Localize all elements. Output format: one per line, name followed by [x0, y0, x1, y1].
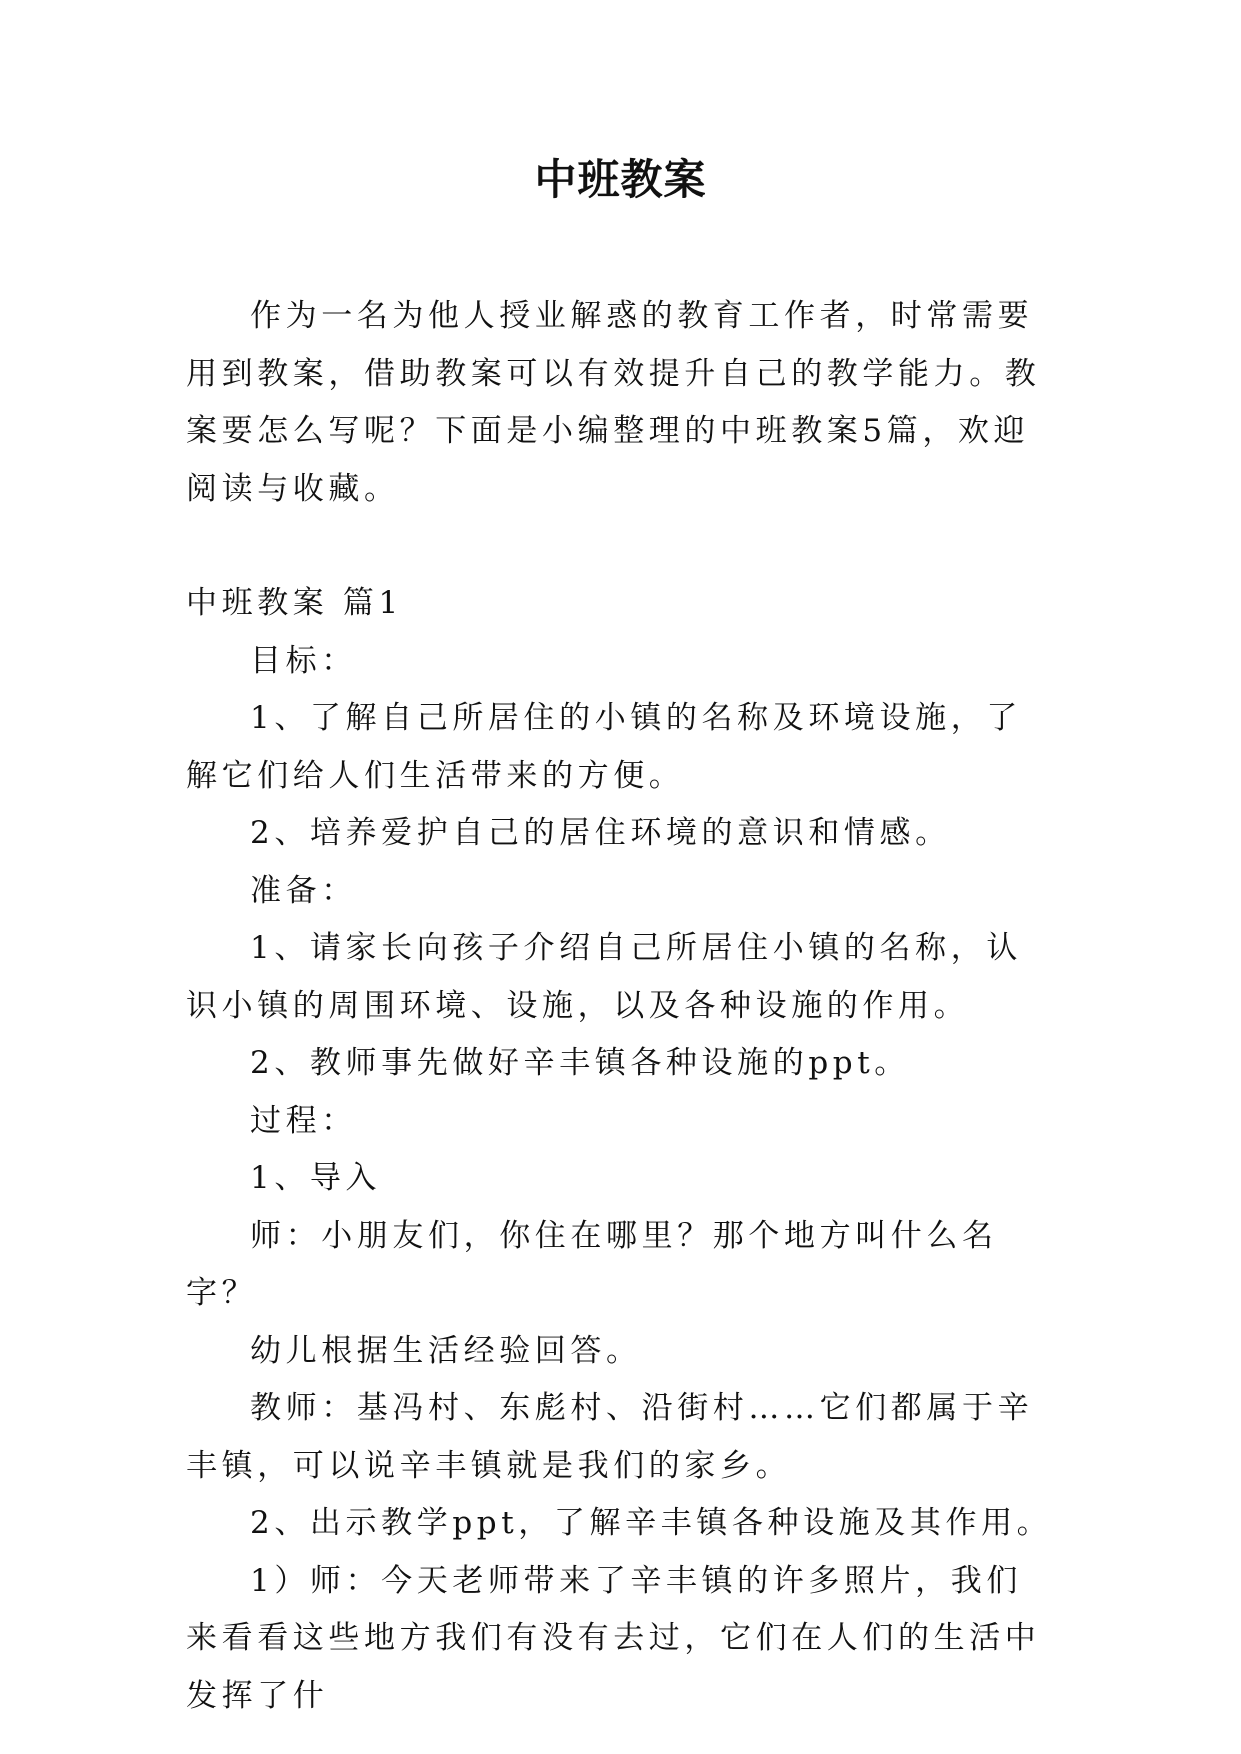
document-body	[186, 288, 1056, 1725]
body-paragraph: 1）师：今天老师带来了辛丰镇的许多照片，我们来看看这些地方我们有没有去过，它们在人们的生活中发挥了什	[186, 1562, 1041, 1714]
body-paragraph: 过程：	[250, 1102, 357, 1139]
body-paragraph: 师：小朋友们，你住在哪里？那个地方叫什么名字？	[186, 1217, 998, 1311]
body-paragraph: 准备：	[250, 872, 357, 909]
body-paragraph: 2、出示教学ppt，了解辛丰镇各种设施及其作用。	[250, 1505, 1053, 1541]
document-title: 中班教案	[534, 155, 707, 204]
body-paragraph: 目标：	[250, 642, 357, 679]
body-paragraph: 1、了解自己所居住的小镇的名称及环境设施，了解它们给人们生活带来的方便。	[186, 700, 1022, 794]
body-paragraph: 幼儿根据生活经验回答。	[250, 1332, 642, 1369]
body-paragraph: 教师：基冯村、东彪村、沿街村……它们都属于辛丰镇，可以说辛丰镇就是我们的家乡。	[186, 1390, 1034, 1484]
body-paragraph: 1、导入	[250, 1160, 382, 1196]
body-paragraph: 2、培养爱护自己的居住环境的意识和情感。	[250, 815, 951, 851]
section-spacer	[186, 518, 1056, 575]
body-paragraph: 2、教师事先做好辛丰镇各种设施的ppt。	[250, 1045, 910, 1081]
section-heading: 中班教案 篇1	[186, 585, 403, 621]
body-paragraph: 1、请家长向孩子介绍自己所居住小镇的名称，认识小镇的周围环境、设施，以及各种设施的作用。	[186, 930, 1022, 1024]
intro-paragraph: 作为一名为他人授业解惑的教育工作者，时常需要用到教案，借助教案可以有效提升自己的教学能力。教案要怎么写呢？下面是小编整理的中班教案5篇，欢迎阅读与收藏。	[186, 298, 1041, 507]
